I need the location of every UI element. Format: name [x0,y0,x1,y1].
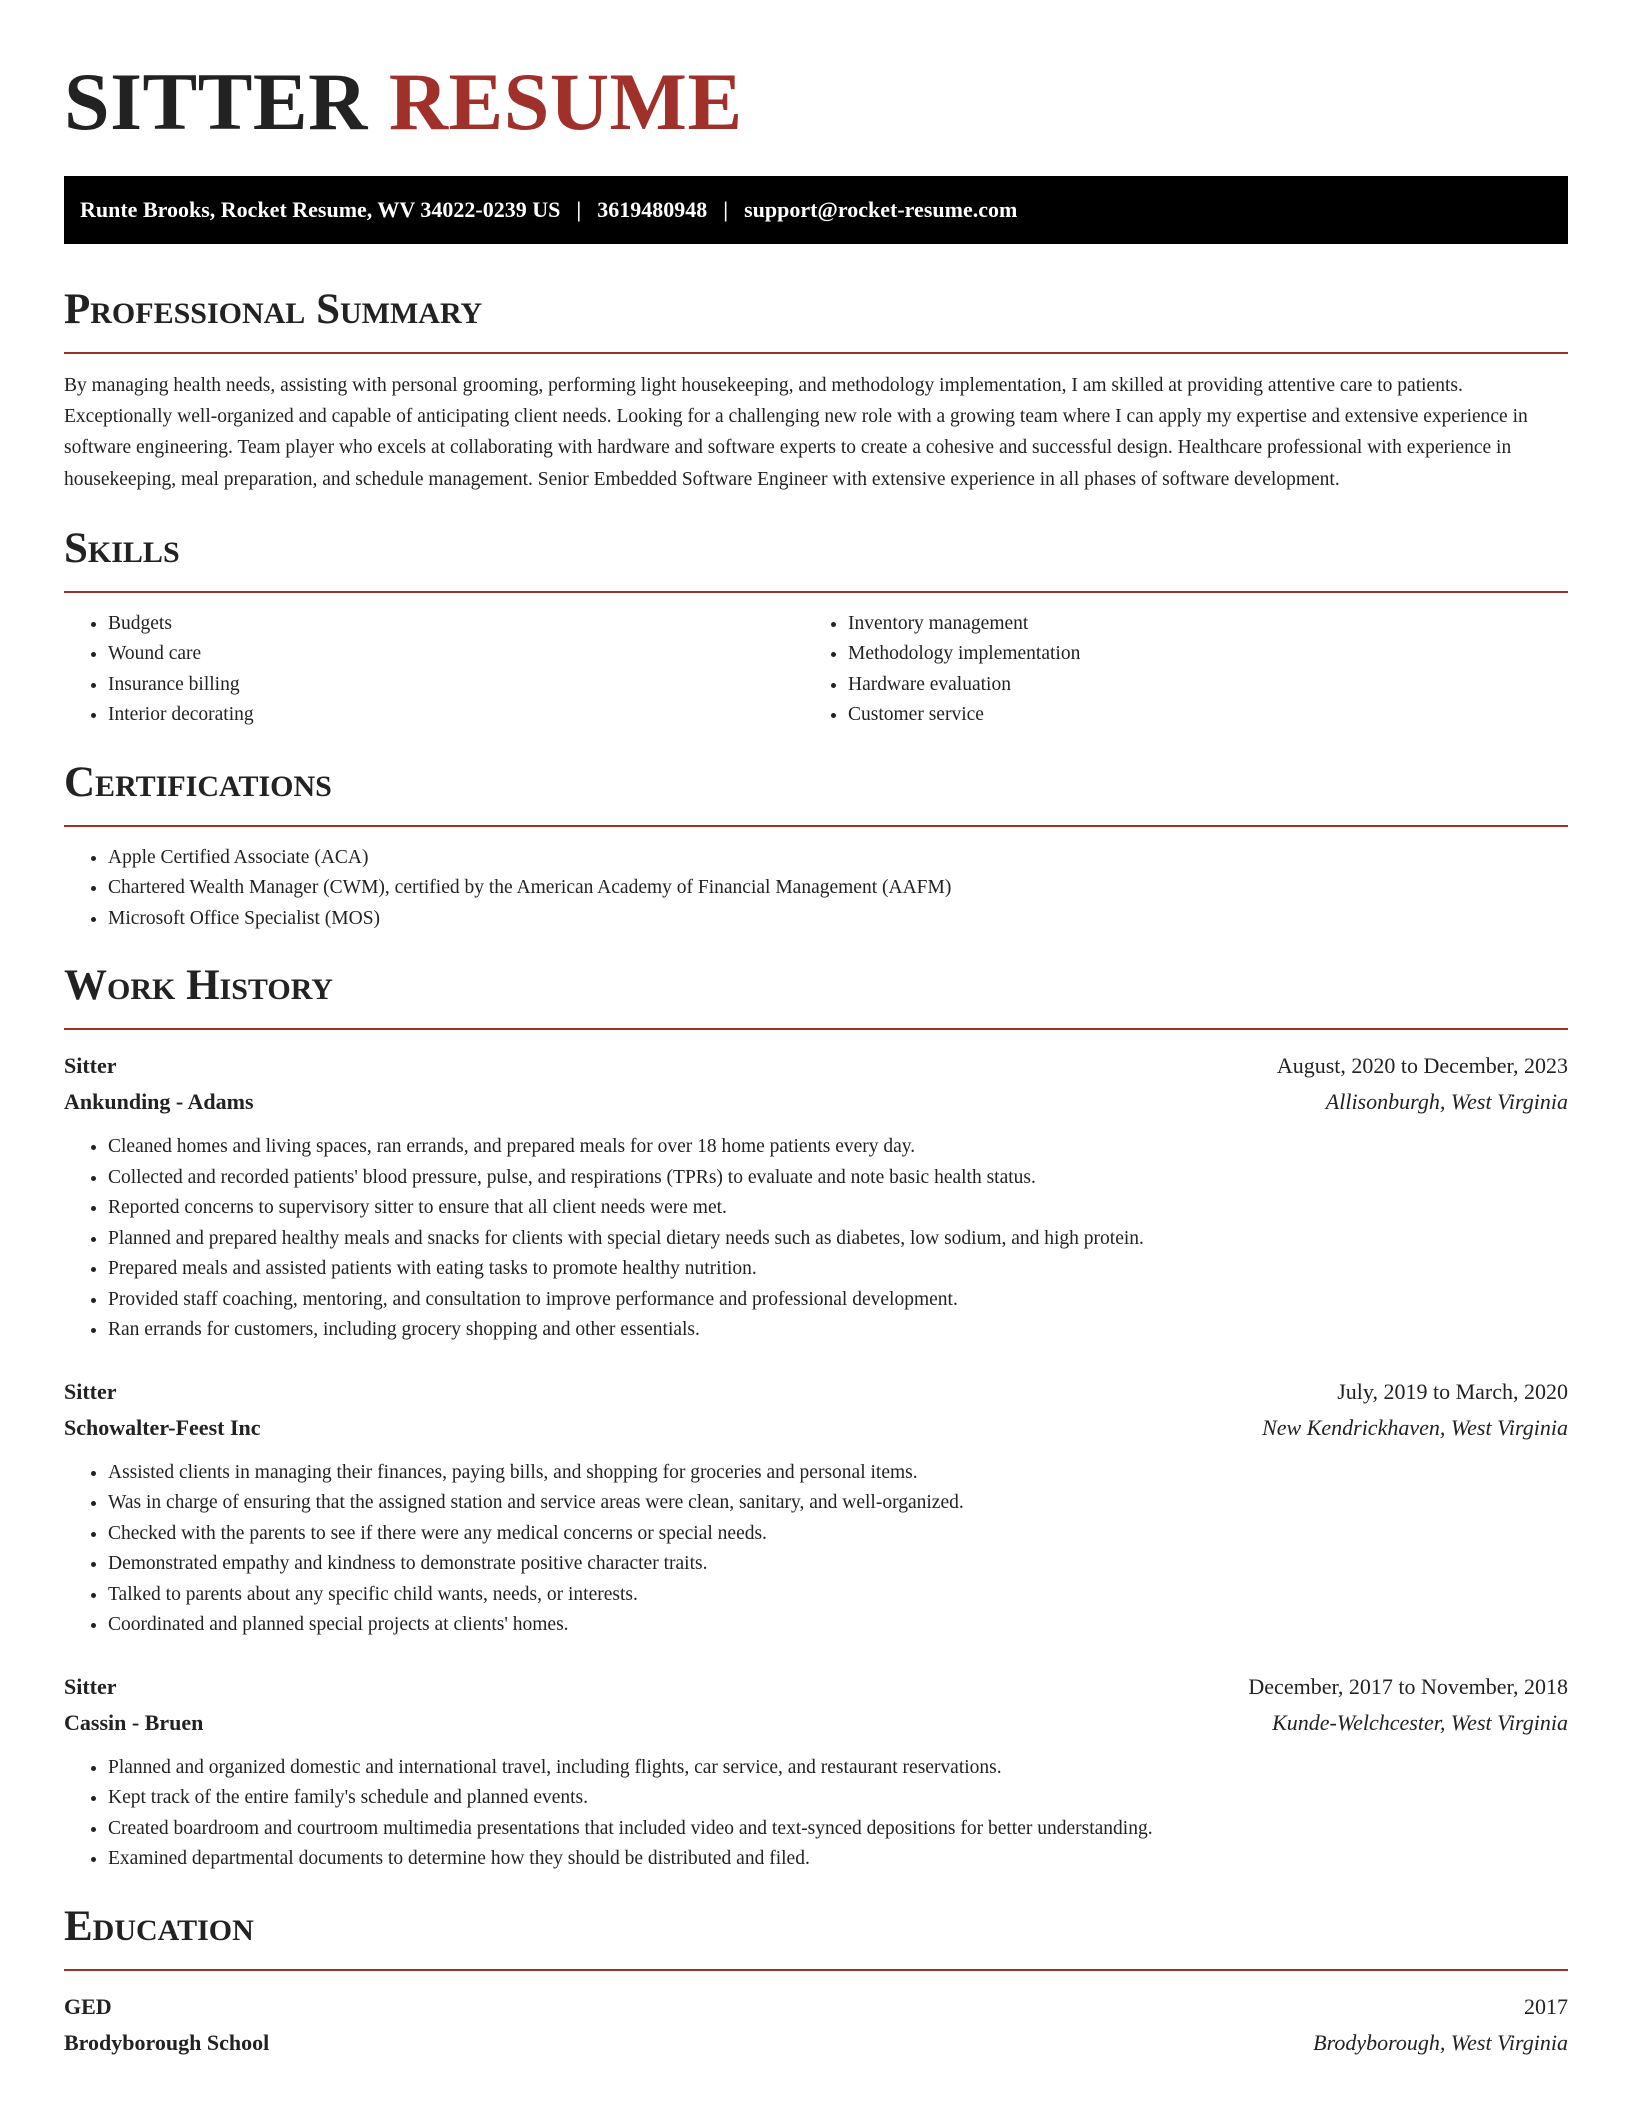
job-duty: • Planned and prepared healthy meals and snacks for clients with special dietary needs such as diabetes, low sodium, and high protein. [108,1224,1568,1255]
job-company: Ankunding - Adams [64,1089,254,1115]
job-duty: • Talked to parents about any specific child wants, needs, or interests. [108,1580,1568,1611]
education-school: Brodyborough School [64,2029,270,2055]
job-duties-list [64,1753,1568,1875]
certifications-section [64,757,1568,935]
job-duty: • Created boardroom and courtroom multimedia presentations that included video and text-synced depositions for better understanding. [108,1814,1568,1845]
job-duties-list [64,1458,1568,1641]
job-location: New Kendrickhaven, West Virginia [1262,1414,1568,1440]
job-duty: • Provided staff coaching, mentoring, and consultation to improve performance and professional development. [108,1285,1568,1316]
skill-item: • Insurance billing [108,670,804,701]
job-duty: • Prepared meals and assisted patients with eating tasks to promote healthy nutrition. [108,1254,1568,1285]
contact-separator: | [723,197,729,222]
section-divider [64,1028,1568,1030]
contact-separator: | [576,197,582,222]
job-header-row [64,1669,1568,1705]
skills-column-left [64,609,804,731]
job-duty: • Checked with the parents to see if there were any medical concerns or special needs. [108,1519,1568,1550]
skill-item: • Budgets [108,609,804,640]
summary-text: By managing health needs, assisting with personal grooming, performing light housekeeping, and methodology implementation, I am skilled at providing attentive care to patients. Exceptionally well-organized and capable of anticipating client needs. Looking for a challenging new role with a growing team where I can apply my expertise and extensive experience in software engineering. Team player who excels at collaborating with hardware and software experts to create a cohesive and successful design. Healthcare professional with experience in housekeeping, meal preparation, and schedule management. Senior Embedded Software Engineer with extensive experience in all phases of software development. [64,375,1528,490]
job-duty: • Reported concerns to supervisory sitter to ensure that all client needs were met. [108,1193,1568,1224]
job-company: Cassin - Bruen [64,1709,204,1735]
job-entry [64,1048,1568,1346]
skills-list-left [64,609,804,731]
section-divider [64,825,1568,827]
job-duty: • Kept track of the entire family's schedule and planned events. [108,1783,1568,1814]
job-company-row [64,1705,1568,1741]
certifications-list [64,843,1568,935]
work-history-heading: Work History [64,962,333,1010]
contact-address: Runte Brooks, Rocket Resume, WV 34022-0239 US [80,197,561,222]
education-header-row [64,1989,1568,2025]
job-entry [64,1374,1568,1641]
skill-item: • Methodology implementation [848,639,1544,670]
title-part-1: SITTER [64,56,368,147]
job-company-row [64,1410,1568,1446]
contact-bar [64,176,1568,244]
job-company: Schowalter-Feest Inc [64,1414,261,1440]
job-title: Sitter [64,1053,117,1079]
skills-grid [64,609,1568,731]
certification-item: • Apple Certified Associate (ACA) [108,843,1568,874]
skill-item: • Wound care [108,639,804,670]
skill-item: • Customer service [848,700,1544,731]
job-location: Kunde-Welchcester, West Virginia [1272,1709,1568,1735]
certification-item: • Chartered Wealth Manager (CWM), certified by the American Academy of Financial Management (AAFM) [108,873,1568,904]
job-location: Allisonburgh, West Virginia [1325,1089,1568,1115]
summary-section [64,284,1568,495]
job-duty: • Examined departmental documents to determine how they should be distributed and filed. [108,1844,1568,1875]
education-heading: Education [64,1902,254,1950]
contact-phone: 3619480948 [597,197,708,222]
contact-email: support@rocket-resume.com [744,197,1018,222]
job-dates: July, 2019 to March, 2020 [1337,1378,1568,1404]
job-duty: • Collected and recorded patients' blood pressure, pulse, and respirations (TPRs) to evaluate and note basic health status. [108,1163,1568,1194]
section-divider [64,1969,1568,1971]
work-history-section [64,960,1568,1875]
certifications-heading: Certifications [64,758,332,806]
skill-item: • Interior decorating [108,700,804,731]
title-part-2: RESUME [388,56,743,147]
job-header-row [64,1048,1568,1084]
section-divider [64,352,1568,354]
education-entry [64,1989,1568,2061]
certification-item: • Microsoft Office Specialist (MOS) [108,904,1568,935]
job-duty: • Planned and organized domestic and international travel, including flights, car service, and restaurant reservations. [108,1753,1568,1784]
skill-item: • Hardware evaluation [848,670,1544,701]
skill-item: • Inventory management [848,609,1544,640]
job-title: Sitter [64,1673,117,1699]
education-section [64,1901,1568,2061]
job-title: Sitter [64,1378,117,1404]
skills-column-right [804,609,1544,731]
education-year: 2017 [1524,1993,1568,2019]
skills-heading: Skills [64,524,180,572]
job-entry [64,1669,1568,1875]
job-duty: • Cleaned homes and living spaces, ran errands, and prepared meals for over 18 home patients every day. [108,1132,1568,1163]
skills-list-right [804,609,1544,731]
education-location: Brodyborough, West Virginia [1313,2029,1568,2055]
job-duties-list [64,1132,1568,1346]
education-degree: GED [64,1993,112,2019]
job-dates: December, 2017 to November, 2018 [1248,1673,1568,1699]
job-duty: • Ran errands for customers, including grocery shopping and other essentials. [108,1315,1568,1346]
job-duty: • Assisted clients in managing their finances, paying bills, and shopping for groceries and personal items. [108,1458,1568,1489]
resume-title [64,0,1568,148]
summary-heading: Professional Summary [64,286,483,333]
job-header-row [64,1374,1568,1410]
job-duty: • Coordinated and planned special projects at clients' homes. [108,1610,1568,1641]
job-duty: • Was in charge of ensuring that the assigned station and service areas were clean, sanitary, and well-organized. [108,1488,1568,1519]
skills-section [64,523,1568,731]
section-divider [64,591,1568,593]
job-company-row [64,1084,1568,1120]
job-duty: • Demonstrated empathy and kindness to demonstrate positive character traits. [108,1549,1568,1580]
job-dates: August, 2020 to December, 2023 [1276,1053,1568,1079]
education-school-row [64,2025,1568,2061]
